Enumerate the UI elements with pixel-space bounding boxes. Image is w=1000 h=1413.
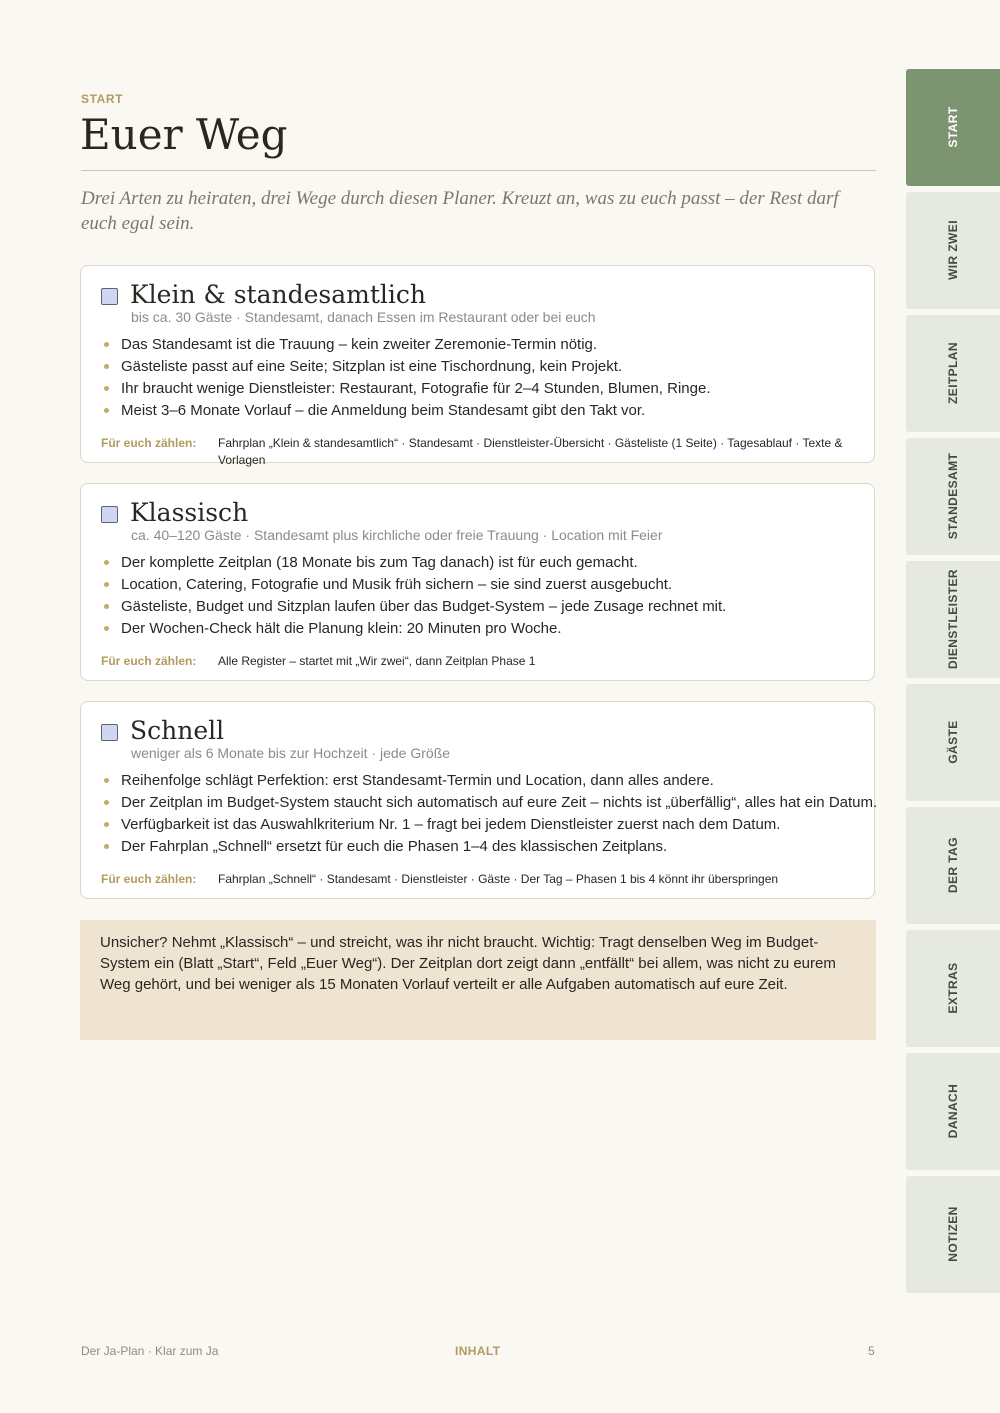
option-title: Klein & standesamtlich — [130, 280, 426, 309]
count-row — [101, 435, 858, 469]
bullet-item: Location, Catering, Fotografie und Musik früh sichern – sie sind zuerst ausgebucht. — [101, 574, 726, 596]
option-bullets — [101, 552, 726, 640]
tab-danach[interactable] — [906, 1053, 1000, 1170]
bullet-item: Ihr braucht wenige Dienstleister: Restaurant, Fotografie für 2–4 Stunden, Blumen, Ringe. — [101, 378, 711, 400]
tab-standesamt[interactable] — [906, 438, 1000, 555]
bullet-item: Reihenfolge schlägt Perfektion: erst Standesamt-Termin und Location, dann alles andere. — [101, 770, 877, 792]
tab-dienstleister[interactable] — [906, 561, 1000, 678]
tab-label: WIR ZWEI — [946, 220, 960, 280]
option-checkbox[interactable] — [101, 506, 118, 523]
tab-gaeste[interactable] — [906, 684, 1000, 801]
advice-note: Unsicher? Nehmt „Klassisch“ – und streicht, was ihr nicht braucht. Wichtig: Tragt denselben Weg im Budget-System ein (Blatt „Start“, Feld „Euer Weg“). Der Zeitplan dort zeigt dann „entfällt“ bei allem, was nicht zu eurem Weg gehört, und bei weniger als 15 Monaten Vorlauf verteilt er alle Aufgaben automatisch auf eure Zeit. — [80, 920, 876, 1040]
tab-label: NOTIZEN — [946, 1206, 960, 1262]
count-label: Für euch zählen: — [101, 654, 197, 668]
tab-label: DIENSTLEISTER — [946, 569, 960, 669]
tab-wir-zwei[interactable] — [906, 192, 1000, 309]
footer-contents-link[interactable]: INHALT — [455, 1344, 501, 1358]
option-card-klein — [80, 265, 875, 467]
page-eyebrow: START — [81, 92, 124, 106]
option-subtitle: bis ca. 30 Gäste · Standesamt, danach Essen im Restaurant oder bei euch — [131, 309, 596, 325]
page-number: 5 — [868, 1344, 875, 1358]
tab-label: GÄSTE — [946, 720, 960, 764]
footer-title: Der Ja-Plan · Klar zum Ja — [81, 1344, 219, 1358]
option-bullets — [101, 334, 711, 422]
count-row — [101, 653, 858, 670]
tab-extras[interactable] — [906, 930, 1000, 1047]
option-bullets — [101, 770, 877, 858]
tab-label: ZEITPLAN — [946, 342, 960, 404]
option-subtitle: ca. 40–120 Gäste · Standesamt plus kirchliche oder freie Trauung · Location mit Feier — [131, 527, 663, 543]
count-text: Fahrplan „Schnell“ · Standesamt · Dienstleister · Gäste · Der Tag – Phasen 1 bis 4 könnt ihr überspringen — [218, 872, 779, 886]
tab-zeitplan[interactable] — [906, 315, 1000, 432]
count-label: Für euch zählen: — [101, 872, 197, 886]
tab-label: EXTRAS — [946, 962, 960, 1014]
page-title: Euer Weg — [80, 110, 288, 159]
tab-label: DER TAG — [946, 837, 960, 893]
count-row — [101, 871, 858, 888]
option-subtitle: weniger als 6 Monate bis zur Hochzeit · jede Größe — [131, 745, 451, 761]
option-title: Klassisch — [130, 498, 249, 527]
option-title: Schnell — [130, 716, 225, 745]
bullet-item: Der Wochen-Check hält die Planung klein: 20 Minuten pro Woche. — [101, 618, 726, 640]
option-checkbox[interactable] — [101, 288, 118, 305]
bullet-item: Der komplette Zeitplan (18 Monate bis zum Tag danach) ist für euch gemacht. — [101, 552, 726, 574]
bullet-item: Der Fahrplan „Schnell“ ersetzt für euch die Phasen 1–4 des klassischen Zeitplans. — [101, 836, 877, 858]
title-divider — [81, 170, 876, 171]
bullet-item: Gästeliste passt auf eine Seite; Sitzplan ist eine Tischordnung, kein Projekt. — [101, 356, 711, 378]
tab-start[interactable] — [906, 69, 1000, 186]
option-card-klassisch — [80, 483, 875, 681]
count-label: Für euch zählen: — [101, 436, 197, 450]
bullet-item: Meist 3–6 Monate Vorlauf – die Anmeldung beim Standesamt gibt den Takt vor. — [101, 400, 711, 422]
intro-text: Drei Arten zu heiraten, drei Wege durch diesen Planer. Kreuzt an, was zu euch passt – der Rest darf euch egal sein. — [81, 188, 839, 234]
option-card-schnell — [80, 701, 878, 899]
option-checkbox[interactable] — [101, 724, 118, 741]
bullet-item: Verfügbarkeit ist das Auswahlkriterium Nr. 1 – fragt bei jedem Dienstleister zuerst nach dem Datum. — [101, 814, 877, 836]
tab-label: STANDESAMT — [946, 452, 960, 540]
tab-label: DANACH — [946, 1083, 960, 1139]
bullet-item: Der Zeitplan im Budget-System staucht sich automatisch auf eure Zeit – nichts ist „überfällig“, alles hat ein Datum. — [101, 792, 877, 814]
bullet-item: Das Standesamt ist die Trauung – kein zweiter Zeremonie-Termin nötig. — [101, 334, 711, 356]
count-text: Fahrplan „Klein & standesamtlich“ · Standesamt · Dienstleister-Übersicht · Gästeliste (1 Seite) · Tagesablauf · Texte & Vorlagen — [218, 436, 843, 467]
tab-notizen[interactable] — [906, 1176, 1000, 1293]
count-text: Alle Register – startet mit „Wir zwei“, dann Zeitplan Phase 1 — [218, 654, 536, 668]
tab-der-tag[interactable] — [906, 807, 1000, 924]
bullet-item: Gästeliste, Budget und Sitzplan laufen über das Budget-System – jede Zusage rechnet mit. — [101, 596, 726, 618]
tab-label: START — [946, 106, 960, 148]
